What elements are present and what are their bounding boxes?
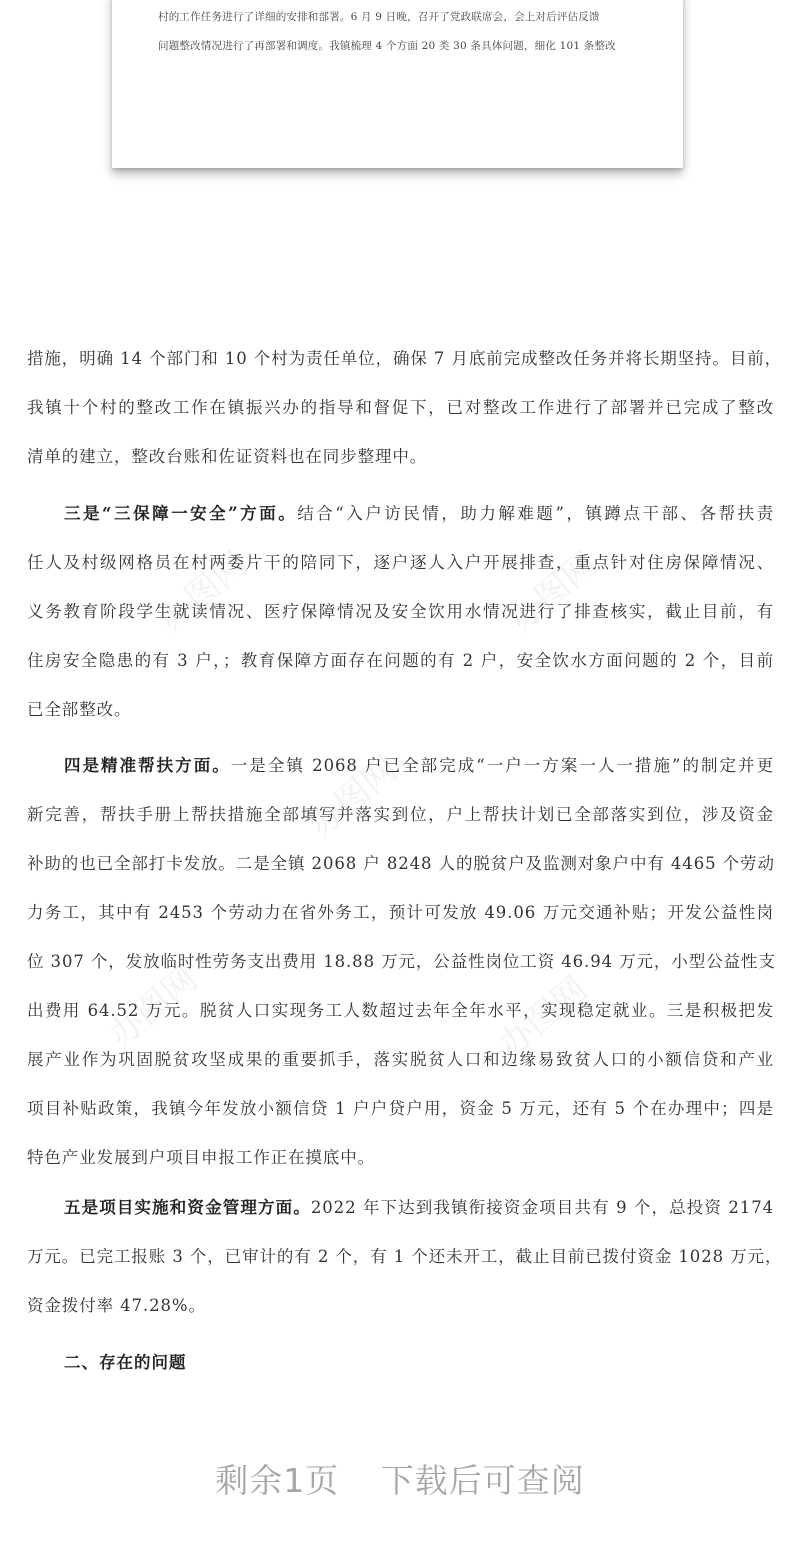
text-line: 项目补贴政策，我镇今年发放小额信贷 1 户户贷户用，资金 5 万元，还有 5 个在办理中；四是 — [27, 1099, 774, 1118]
text-line: 新完善，帮扶手册上帮扶措施全部填写并落实到位，户上帮扶计划已全部落实到位，涉及资金 — [27, 805, 774, 824]
text-line — [27, 489, 774, 538]
text-line: 特色产业发展到户项目申报工作正在摸底中。 — [27, 1148, 375, 1167]
download-prompt-banner[interactable] — [0, 1455, 800, 1502]
preview-line-2: 问题整改情况进行了再部署和调度。我镇梳理 4 个方面 20 类 30 条具体问题，细化 101 条整改 — [158, 40, 616, 52]
watermark: 办图网 — [491, 969, 596, 1066]
download-to-view-label[interactable]: 下载后可查阅 — [380, 1461, 585, 1500]
text-line: 位 307 个，发放临时性劳务支出费用 18.88 万元，公益性岗位工资 46.94 万元，小型公益性支 — [27, 952, 776, 971]
text-line — [27, 1183, 774, 1232]
paragraph-three-guarantees — [27, 489, 774, 734]
text-line: 住房安全隐患的有 3 户，；教育保障方面存在问题的有 2 户，安全饮水方面问题的 2 个，目前 — [27, 651, 774, 670]
text-line: 措施，明确 14 个部门和 10 个村为责任单位，确保 7 月底前完成整改任务并将长期坚持。目前， — [27, 349, 783, 368]
text-line: 义务教育阶段学生就读情况、医疗保障情况及安全饮用水情况进行了排查核实，截止目前，有 — [27, 602, 774, 621]
watermark: 办图网 — [501, 544, 606, 641]
preview-line-1: 村的工作任务进行了详细的安排和部署。6 月 9 日晚，召开了党政联席会，会上对后评估反馈 — [158, 11, 600, 23]
watermark: 办图网 — [301, 749, 406, 846]
section-heading: 二、存在的问题 — [64, 1353, 187, 1372]
text-fragment: 结合“入户访民情，助力解难题”，镇蹲点干部、各帮扶责 — [297, 504, 774, 523]
paragraph-heading: 五是项目实施和资金管理方面。 — [64, 1198, 311, 1217]
text-line: 我镇十个村的整改工作在镇振兴办的指导和督促下，已对整改工作进行了部署并已完成了整改 — [27, 398, 774, 417]
text-fragment: 一是全镇 2068 户已全部完成“一户一方案一人一措施”的制定并更 — [230, 756, 774, 775]
watermark: 办图网 — [101, 959, 206, 1056]
text-line: 补助的也已全部打卡发放。二是全镇 2068 户 8248 人的脱贫户及监测对象户中有 4465 个劳动 — [27, 854, 775, 873]
remaining-pages-label: 剩余1页 — [215, 1461, 340, 1500]
text-line: 清单的建立，整改台账和佐证资料也在同步整理中。 — [27, 447, 428, 466]
paragraph-heading: 三是“三保障一安全”方面。 — [64, 504, 298, 523]
paragraph-targeted-assistance — [27, 741, 774, 1182]
text-line: 力务工，其中有 2453 个劳动力在省外务工，预计可发放 49.06 万元交通补贴；开发公益性岗 — [27, 903, 774, 922]
previous-page-preview — [112, 0, 683, 168]
text-line: 展产业作为巩固脱贫攻坚成果的重要抓手，落实脱贫人口和边缘易致贫人口的小额信贷和产业 — [27, 1050, 774, 1069]
text-line: 出费用 64.52 万元。脱贫人口实现务工人数超过去年全年水平，实现稳定就业。三是积极把发 — [27, 1001, 774, 1020]
text-line: 资金拨付率 47.28%。 — [27, 1296, 206, 1315]
watermark: 办图网 — [151, 544, 256, 641]
paragraph-continuation — [27, 334, 783, 481]
paragraph-project-funds — [27, 1183, 783, 1330]
paragraph-heading: 四是精准帮扶方面。 — [64, 756, 231, 775]
text-line: 已全部整改。 — [27, 700, 132, 719]
text-fragment: 2022 年下达到我镇衔接资金项目共有 9 个，总投资 2174 — [310, 1198, 774, 1217]
text-line — [27, 741, 774, 790]
text-line: 任人及村级网格员在村两委片干的陪同下，逐户逐人入户开展排查，重点针对住房保障情况、 — [27, 553, 774, 572]
text-line: 万元。已完工报账 3 个，已审计的有 2 个，有 1 个还未开工，截止目前已拨付资金 1028 万元， — [27, 1247, 783, 1266]
